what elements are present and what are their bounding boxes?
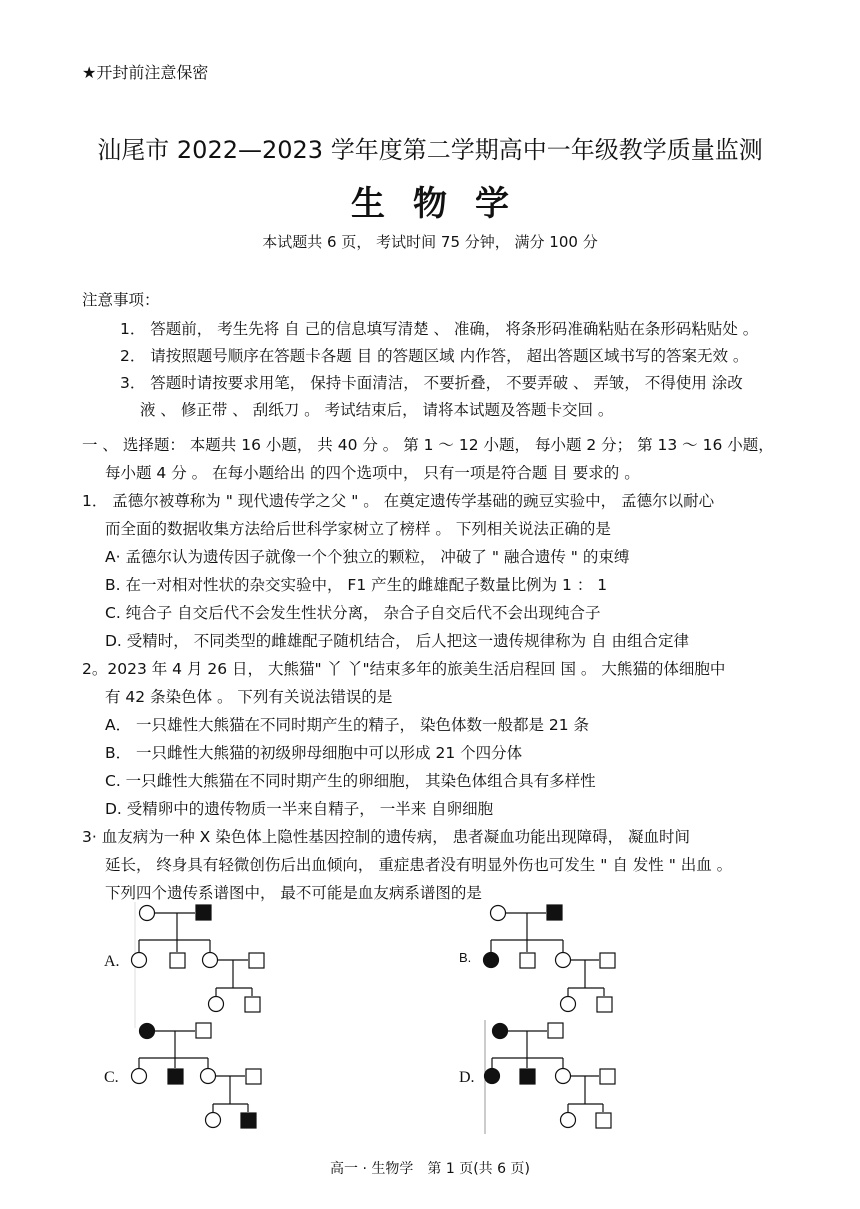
- female-affected-gen1: [140, 1024, 155, 1039]
- q3-stem-line2: 延长， 终身具有轻微创伤后出血倾向， 重症患者没有明显外伤也可发生 " 自 发性 " 出血 。: [105, 856, 733, 874]
- male-unaffected-gen2: [520, 953, 535, 968]
- female-unaffected-gen2: [203, 953, 218, 968]
- q3-stem-line3: 下列四个遗传系谱图中， 最不可能是血友病系谱图的是: [105, 884, 482, 902]
- male-unaffected-gen2: [246, 1069, 261, 1084]
- notice-item-3-cont: 液 、 修正带 、 刮纸刀 。 考试结束后， 请将本试题及答题卡交回 。: [140, 401, 614, 419]
- notice-item-2: 2． 请按照题号顺序在答题卡各题 目 的答题区域 内作答， 超出答题区域书写的答案无效 。: [120, 347, 749, 365]
- female-unaffected-gen1: [491, 906, 506, 921]
- q2-option-b: B． 一只雌性大熊猫的初级卵母细胞中可以形成 21 个四分体: [105, 744, 523, 762]
- female-affected-gen2: [485, 1069, 500, 1084]
- female-unaffected-gen2: [556, 1069, 571, 1084]
- female-unaffected-gen3: [561, 997, 576, 1012]
- subject-title: 生物学: [351, 184, 537, 224]
- q1-option-b: B. 在一对相对性状的杂交实验中， F1 产生的雌雄配子数量比例为 1 ： 1: [105, 576, 608, 594]
- notice-item-3: 3． 答题时请按要求用笔， 保持卡面清洁， 不要折叠， 不要弄破 、 弄皱， 不得使用 涂改: [120, 374, 743, 392]
- female-unaffected-gen3: [209, 997, 224, 1012]
- q1-stem-line1: 1． 孟德尔被尊称为 " 现代遗传学之父 " 。 在奠定遗传学基础的豌豆实验中， 孟德尔以耐心: [82, 492, 715, 510]
- male-affected-gen2: [168, 1069, 183, 1084]
- confidential-mark: ★开封前注意保密: [82, 63, 209, 82]
- q1-option-a: A· 孟德尔认为遗传因子就像一个个独立的颗粒， 冲破了 " 融合遗传 " 的束缚: [105, 548, 630, 566]
- male-unaffected-gen2: [170, 953, 185, 968]
- female-unaffected-gen2: [556, 953, 571, 968]
- male-unaffected-gen3: [245, 997, 260, 1012]
- q1-option-c: C. 纯合子 自交后代不会发生性状分离， 杂合子自交后代不会出现纯合子: [105, 604, 601, 622]
- q2-stem-line1: 2。2023 年 4 月 26 日， 大熊猫" 丫 丫"结束多年的旅美生活启程回 国 。 大熊猫的体细胞中: [82, 660, 726, 678]
- q1-option-d: D. 受精时， 不同类型的雌雄配子随机结合， 后人把这一遗传规律称为 自 由组合定律: [105, 632, 689, 650]
- female-unaffected-gen2: [201, 1069, 216, 1084]
- section1-line1: 一 、 选择题： 本题共 16 小题， 共 40 分 。 第 1 ～ 12 小题， 每小题 2 分； 第 13 ～ 16 小题，: [82, 436, 774, 454]
- pedigree-c-label: C.: [104, 1069, 119, 1086]
- male-unaffected-gen3: [597, 997, 612, 1012]
- female-unaffected-gen3: [206, 1113, 221, 1128]
- notice-item-1: 1． 答题前， 考生先将 自 己的信息填写清楚 、 准确， 将条形码准确粘贴在条形码粘贴处 。: [120, 320, 759, 338]
- exam-title: 汕尾市 2022—2023 学年度第二学期高中一年级教学质量监测: [97, 136, 763, 164]
- male-affected-gen1: [196, 905, 211, 920]
- page-footer: 高一 · 生物学 第 1 页(共 6 页): [330, 1161, 530, 1177]
- q2-stem-line2: 有 42 条染色体 。 下列有关说法错误的是: [105, 688, 393, 706]
- section1-line2: 每小题 4 分 。 在每小题给出 的四个选项中， 只有一项是符合题 目 要求的 。: [105, 464, 640, 482]
- pedigree-d-label: D.: [459, 1069, 475, 1086]
- male-unaffected-gen1: [548, 1023, 563, 1038]
- q3-stem-line1: 3· 血友病为一种 X 染色体上隐性基因控制的遗传病， 患者凝血功能出现障碍， 凝血时间: [82, 828, 691, 846]
- male-affected-gen3: [241, 1113, 256, 1128]
- pedigree-a: [100, 900, 280, 1030]
- male-unaffected-gen1: [196, 1023, 211, 1038]
- q2-option-c: C. 一只雌性大熊猫在不同时期产生的卵细胞， 其染色体组合具有多样性: [105, 772, 596, 790]
- pedigree-b: [455, 900, 630, 1030]
- pedigree-a-label: A.: [104, 953, 120, 970]
- male-affected-gen2: [520, 1069, 535, 1084]
- q1-stem-line2: 而全面的数据收集方法给后世科学家树立了榜样 。 下列相关说法正确的是: [105, 520, 611, 538]
- male-unaffected-gen2: [600, 953, 615, 968]
- female-unaffected-gen1: [140, 906, 155, 921]
- male-unaffected-gen3: [596, 1113, 611, 1128]
- female-unaffected-gen2: [132, 953, 147, 968]
- pedigree-b-label: B.: [459, 950, 472, 965]
- q2-option-a: A． 一只雄性大熊猫在不同时期产生的精子， 染色体数一般都是 21 条: [105, 716, 590, 734]
- female-affected-gen2: [484, 953, 499, 968]
- female-affected-gen1: [493, 1024, 508, 1039]
- female-unaffected-gen3: [561, 1113, 576, 1128]
- female-unaffected-gen2: [132, 1069, 147, 1084]
- male-unaffected-gen2: [600, 1069, 615, 1084]
- pedigree-c: [100, 1018, 280, 1136]
- male-unaffected-gen2: [249, 953, 264, 968]
- notice-heading: 注意事项：: [82, 291, 160, 309]
- q2-option-d: D. 受精卵中的遗传物质一半来自精子， 一半来 自卵细胞: [105, 800, 494, 818]
- male-affected-gen1: [547, 905, 562, 920]
- pedigree-d: [455, 1018, 630, 1136]
- exam-info: 本试题共 6 页， 考试时间 75 分钟， 满分 100 分: [262, 233, 598, 251]
